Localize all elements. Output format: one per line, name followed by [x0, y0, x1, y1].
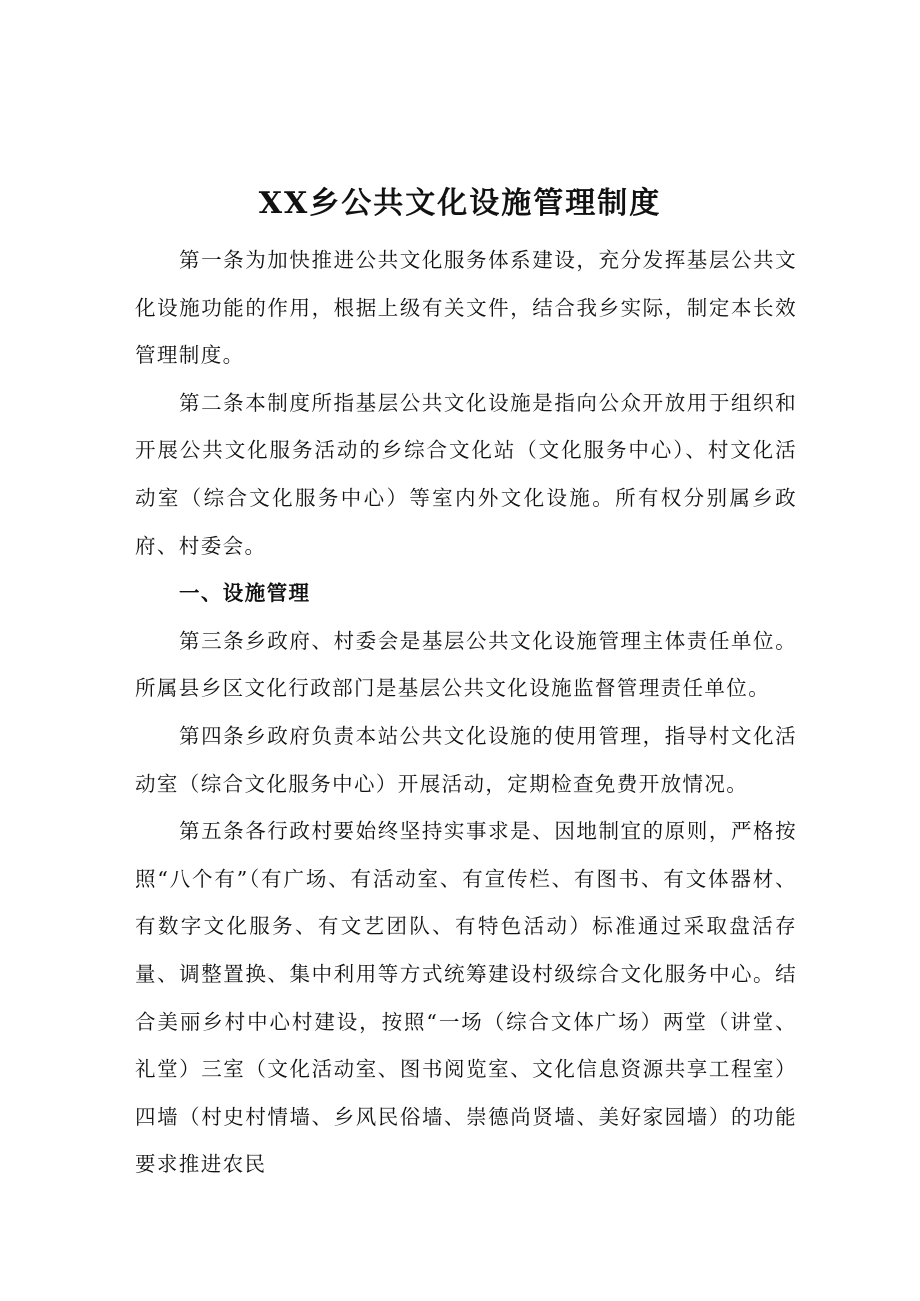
document-body	[135, 237, 797, 1189]
article-1-paragraph: 第一条为加快推进公共文化服务体系建设，充分发挥基层公共文化设施功能的作用，根据上级有关文件，结合我乡实际，制定本长效管理制度。	[135, 248, 797, 368]
document-title: XX乡公共文化设施管理制度	[258, 186, 662, 221]
article-3-paragraph: 第三条乡政府、村委会是基层公共文化设施管理主体责任单位。所属县乡区文化行政部门是基层公共文化设施监督管理责任单位。	[135, 628, 797, 701]
article-5-paragraph: 第五条各行政村要始终坚持实事求是、因地制宜的原则，严格按照“八个有”（有广场、有活动室、有宣传栏、有图书、有文体器材、有数字文化服务、有文艺团队、有特色活动）标准通过采取盘活存量、调整置换、集中利用等方式统筹建设村级综合文化服务中心。结合美丽乡村中心村建设，按照“一场（综合文体广场）两堂（讲堂、礼堂）三室（文化活动室、图书阅览室、文化信息资源共享工程室）四墙（村史村情墙、乡风民俗墙、崇德尚贤墙、美好家园墙）的功能要求推进农民	[135, 819, 797, 1177]
section-heading-facility-management: 一、设施管理	[179, 581, 311, 606]
article-2-paragraph: 第二条本制度所指基层公共文化设施是指向公众开放用于组织和开展公共文化服务活动的乡综合文化站（文化服务中心）、村文化活动室（综合文化服务中心）等室内外文化设施。所有权分别属乡政府、村委会。	[135, 390, 797, 558]
article-4-paragraph: 第四条乡政府负责本站公共文化设施的使用管理，指导村文化活动室（综合文化服务中心）开展活动，定期检查免费开放情况。	[135, 723, 797, 796]
